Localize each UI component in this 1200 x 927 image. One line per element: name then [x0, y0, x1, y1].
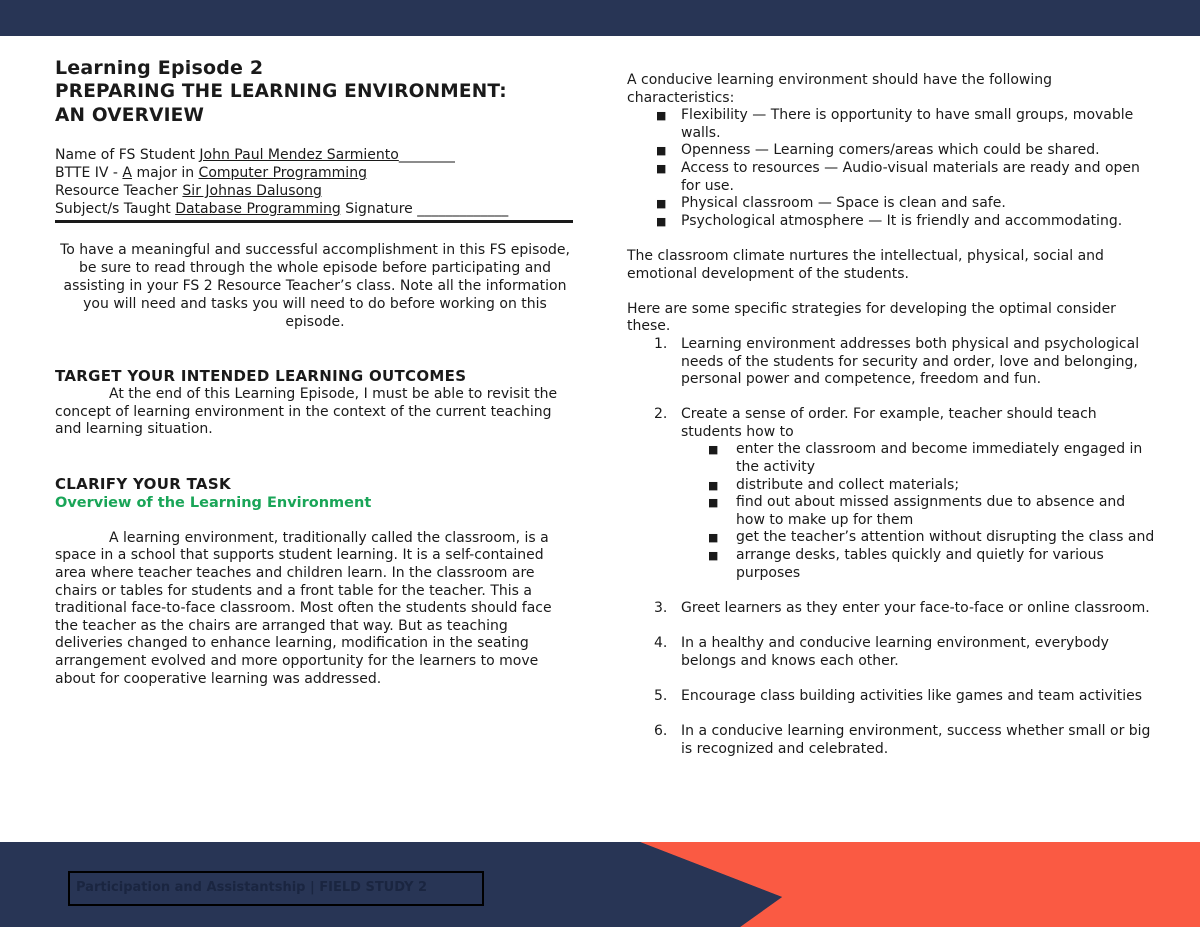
signature-line: _____________	[417, 201, 509, 217]
signature-label: Signature	[340, 201, 418, 217]
list-item: 1. Learning environment addresses both physical and psychological needs of the students for security and order, love and belonging, personal power and competence, freedom and fun.	[654, 335, 1140, 388]
list-item: ■ Psychological atmosphere — It is friendly and accommodating.	[656, 212, 1123, 229]
strategies-intro: Here are some specific strategies for developing the optimal consider these.	[627, 300, 1116, 335]
teacher-label: Resource Teacher	[55, 183, 183, 199]
square-bullet-icon: ■	[708, 478, 719, 492]
task-text: A learning environment, traditionally called the classroom, is a space in a school that supports student learning. It is a self-contained area where teacher teaches and children learn. In the classroom are chairs or tables for students and a front table for the teacher. This a traditional face-to-face classroom. Most often the students should face the teacher as the chairs are arranged that way. But as teaching deliveries changed to enhance learning, modification in the seating arrangement evolved and more opportunity for the learners to move about for cooperative learning was addressed.	[55, 529, 552, 687]
square-bullet-icon: ■	[708, 496, 719, 510]
outcomes-section	[55, 367, 575, 439]
square-bullet-icon: ■	[708, 531, 719, 545]
list-item: ■ Access to resources — Audio-visual materials are ready and open for use.	[656, 159, 1140, 194]
header-divider	[55, 220, 573, 223]
course-row	[55, 164, 575, 182]
list-item: ■ get the teacher’s attention without disrupting the class and	[708, 529, 1155, 546]
list-item: ■ arrange desks, tables quickly and quietly for various purposes	[708, 547, 1104, 581]
list-item: 3. Greet learners as they enter your face-to-face or online classroom.	[654, 599, 1150, 616]
task-section	[55, 475, 575, 688]
outcomes-heading: TARGET YOUR INTENDED LEARNING OUTCOMES	[55, 367, 467, 385]
strategies-list	[654, 336, 1157, 758]
intro-paragraph: To have a meaningful and successful accomplishment in this FS episode, be sure to read through the whole episode before participating and assisting in your FS 2 Resource Teacher’s class. Note all the information you will need and tasks you will need to do before working on this episode.	[60, 242, 570, 330]
task-heading: CLARIFY YOUR TASK	[55, 474, 231, 493]
list-item: ■ Flexibility — There is opportunity to have small groups, movable walls.	[656, 107, 1134, 141]
student-name-line: ________	[398, 147, 455, 163]
left-column	[55, 56, 575, 688]
outcomes-text: At the end of this Learning Episode, I must be able to revisit the concept of learning environment in the context of the current teaching and learning situation.	[55, 386, 558, 438]
list-item: ■ Physical classroom — Space is clean and safe.	[656, 195, 1006, 212]
characteristics-list	[654, 107, 1157, 230]
teacher-value: Sir Johnas Dalusong	[182, 183, 322, 199]
episode-subtitle-line2: AN OVERVIEW	[55, 105, 205, 126]
subject-row	[55, 200, 575, 218]
footer-label-box	[68, 871, 484, 906]
square-bullet-icon: ■	[708, 443, 719, 457]
course-label: BTTE IV -	[55, 165, 123, 181]
footer-label: Participation and Assistantship | FIELD STUDY 2	[76, 880, 428, 895]
climate-paragraph: The classroom climate nurtures the intellectual, physical, social and emotional development of the students.	[627, 247, 1104, 282]
major-label: major in	[132, 165, 199, 181]
square-bullet-icon: ■	[656, 197, 667, 211]
square-bullet-icon: ■	[708, 549, 719, 563]
right-column	[627, 72, 1157, 758]
student-name-row	[55, 146, 575, 164]
teacher-row	[55, 182, 575, 200]
list-item: 4. In a healthy and conducive learning environment, everybody belongs and knows each other.	[654, 635, 1109, 669]
square-bullet-icon: ■	[656, 214, 667, 228]
subject-label: Subject/s Taught	[55, 201, 176, 217]
student-name-label: Name of FS Student	[55, 147, 200, 163]
episode-title: Learning Episode 2	[55, 57, 264, 79]
characteristics-intro: A conducive learning environment should have the following characteristics:	[627, 72, 1053, 106]
list-item: ■ distribute and collect materials;	[708, 476, 960, 493]
major-value: Computer Programming	[198, 165, 367, 181]
episode-subtitle-line1: PREPARING THE LEARNING ENVIRONMENT:	[55, 81, 507, 102]
square-bullet-icon: ■	[656, 161, 667, 175]
square-bullet-icon: ■	[656, 109, 667, 123]
list-item: ■ Openness — Learning comers/areas which could be shared.	[656, 142, 1100, 159]
subject-value: Database Programming	[175, 201, 341, 217]
student-name-value: John Paul Mendez Sarmiento	[199, 147, 399, 163]
list-item: 6. In a conducive learning environment, success whether small or big is recognized and celebrated.	[654, 722, 1151, 757]
list-item: ■ find out about missed assignments due to absence and how to make up for them	[708, 494, 1126, 528]
order-sub-list	[708, 441, 1157, 582]
top-banner	[0, 0, 1200, 36]
list-item: ■ enter the classroom and become immediately engaged in the activity	[708, 441, 1143, 476]
student-info	[55, 146, 575, 218]
course-section-value: A	[122, 165, 132, 181]
task-subheading: Overview of the Learning Environment	[55, 494, 372, 511]
list-item: 2. Create a sense of order. For example, teacher should teach students how to ■ enter the classroom and become immediately engaged in the activity ■ distribute and collect materials; ■ find out about missed assignments due to absence and how to make up for them ■ get the teacher’s attention without disrupting the class and ■ arrange desks, tables quickly and quietly for various purposes	[654, 406, 1157, 582]
list-item: 5. Encourage class building activities like games and team activities	[654, 687, 1143, 704]
square-bullet-icon: ■	[656, 144, 667, 158]
